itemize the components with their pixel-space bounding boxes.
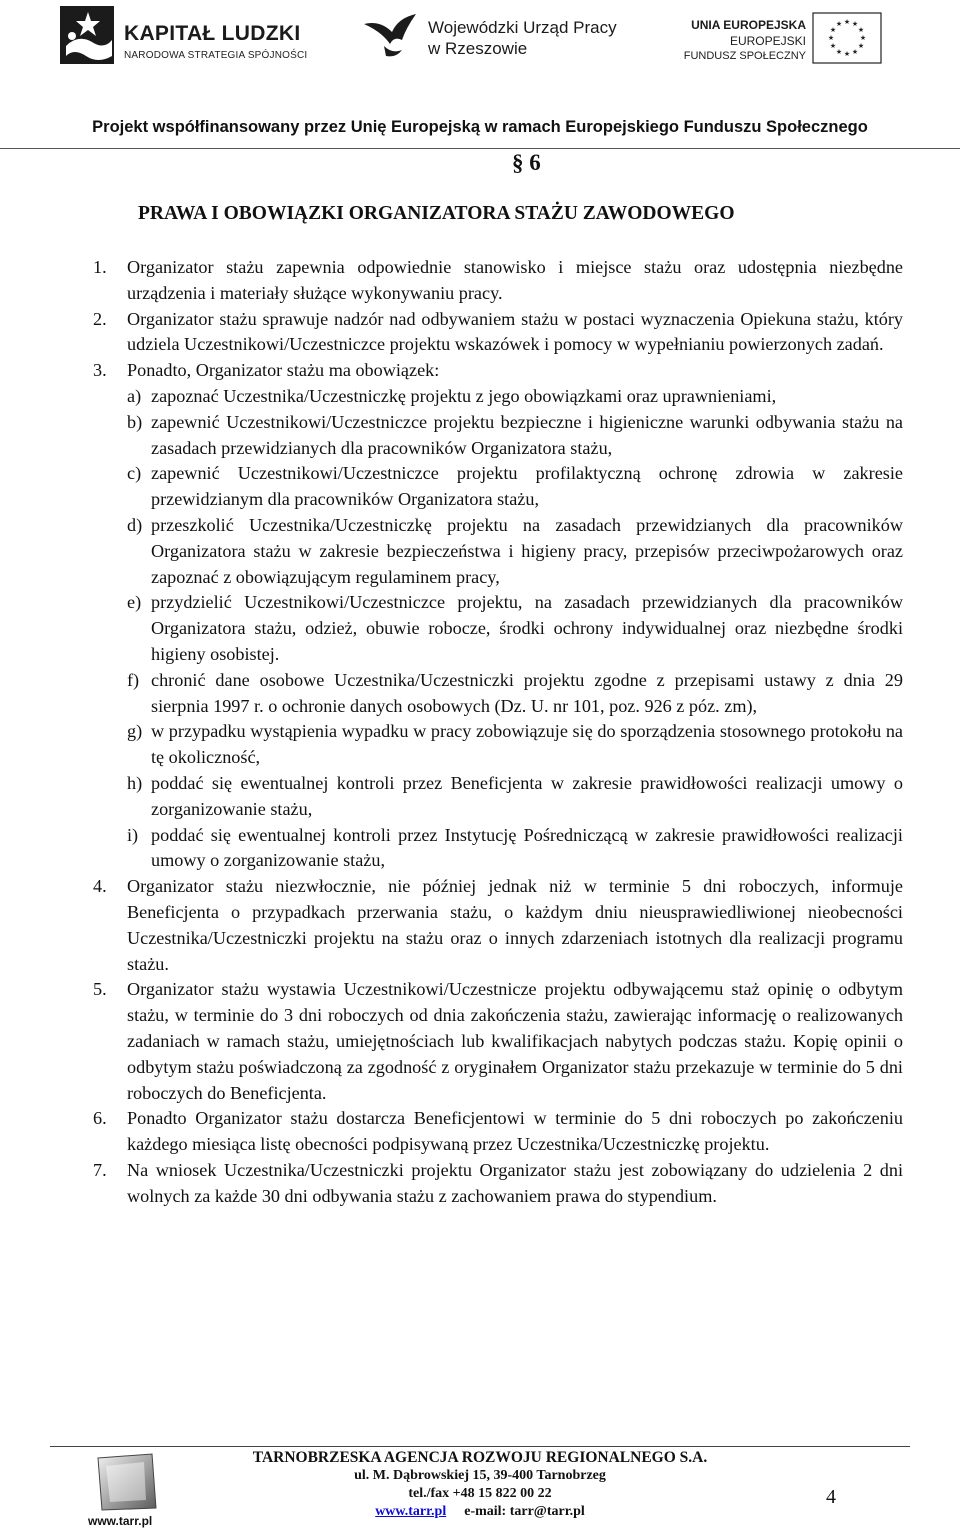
svg-text:★: ★ (835, 20, 843, 28)
list-item: 2. Organizator stażu sprawuje nadzór nad odbywaniem stażu w postaci wyznaczenia Opiekuna stażu, który udziela Uczestnikowi/Uczestniczce projektu wskazówek i pomocy w wypełnianiu powierzonych zadań. (93, 308, 903, 355)
eu-flag-icon (812, 12, 882, 64)
svg-text:★: ★ (851, 48, 859, 56)
document-body (0, 255, 960, 1209)
svg-text:★: ★ (827, 34, 835, 42)
footer-address: ul. M. Dąbrowskiej 15, 39-400 Tarnobrzeg (354, 1468, 606, 1483)
footer-contact (230, 1449, 730, 1521)
footer-divider (50, 1446, 910, 1447)
list-item: 6. Ponadto Organizator stażu dostarcza Beneficjentowi w terminie do 5 dni roboczych po zakończeniu każdego miesiąca listę obecności podpisywaną przez Uczestnika/Uczestniczkę projektu. (93, 1108, 903, 1155)
kapital-ludzki-subtitle: NARODOWA STRATEGIA SPÓJNOŚCI (124, 50, 308, 61)
kapital-ludzki-title: KAPITAŁ LUDZKI (124, 22, 301, 45)
svg-text:★: ★ (843, 50, 851, 58)
svg-text:★: ★ (859, 34, 867, 42)
kapital-ludzki-emblem-icon (58, 6, 116, 66)
wup-logo (362, 10, 632, 68)
sub-list-item: d) przeszkolić Uczestnika/Uczestniczkę projektu na zasadach przewidzianych dla pracowników Organizatora stażu w zakresie bezpieczeństwa i higieny pracy, przepisów przeciwpożarowych oraz zapoznać z obowiązującym regulaminem pracy, (127, 514, 903, 587)
tarr-logo-url: www.tarr.pl (88, 1514, 153, 1528)
sub-list-item: b) zapewnić Uczestnikowi/Uczestniczce projektu bezpieczne i higieniczne warunki odbywania stażu na zasadach przewidzianych dla pracowników Organizatora stażu, (127, 411, 903, 458)
svg-text:★: ★ (857, 26, 865, 34)
section-number: § 6 (512, 150, 541, 175)
footer-phone: tel./fax +48 15 822 00 22 (408, 1486, 552, 1501)
svg-text:★: ★ (851, 20, 859, 28)
svg-text:★: ★ (829, 26, 837, 34)
sub-list-item: e) przydzielić Uczestnikowi/Uczestniczce projektu, na zasadach przewidzianych dla pracowników Organizatora stażu, odzież, obuwie robocze, środki ochrony indywidualnej oraz niezbędne środki higieny osobistej. (127, 592, 903, 664)
sub-list-item: a) zapoznać Uczestnika/Uczestniczkę projektu z jego obowiązkami oraz uprawnieniami, (127, 385, 777, 406)
svg-text:★: ★ (843, 18, 851, 26)
svg-text:★: ★ (857, 42, 865, 50)
sub-list-item: h) poddać się ewentualnej kontroli przez Beneficjenta w zakresie prawidłowości realizacji umowy o zorganizowanie stażu, (127, 772, 903, 819)
eu-line3: FUNDUSZ SPOŁECZNY (683, 50, 806, 62)
eu-logo (683, 12, 882, 68)
list-item: 1. Organizator stażu zapewnia odpowiednie stanowisko i miejsce stażu oraz udostępnia niezbędne urządzenia i materiały służące wykonywaniu pracy. (93, 257, 903, 303)
tarr-logo-icon (92, 1452, 160, 1512)
wup-name-line1: Wojewódzki Urząd Pracy (428, 18, 617, 37)
page-number: 4 (826, 1486, 836, 1508)
footer-website-link[interactable]: www.tarr.pl (375, 1504, 447, 1519)
sub-list-item: f) chronić dane osobowe Uczestnika/Uczestniczki projektu zgodne z przepisami ustawy z dnia 29 sierpnia 1997 r. o ochronie danych osobowych (Dz. U. nr 101, poz. 926 z póz. zm), (127, 669, 903, 716)
eu-line2: EUROPEJSKI (729, 34, 806, 48)
eu-line1: UNIA EUROPEJSKA (691, 18, 806, 32)
footer-email[interactable]: e-mail: tarr@tarr.pl (464, 1504, 585, 1519)
list-item: 5. Organizator stażu wystawia Uczestnikowi/Uczestnicze projektu odbywającemu staż opinię o odbytym stażu, w terminie do 3 dni roboczych od dnia zakończenia stażu, zawierając informację o realizowanych zadaniach w ramach stażu, umiejętnościach lub kwalifikacjach nabytych podczas stażu. Kopię opinii o odbytym stażu poświadczoną za zgodność z oryginałem Organizator stażu przekazuje w terminie do 5 dni roboczych do Beneficjenta. (93, 979, 903, 1103)
list-item: 4. Organizator stażu niezwłocznie, nie później jednak niż w terminie 5 dni roboczych, informuje Beneficjenta o przypadkach przerwania stażu, o każdym dniu nieusprawiedliwionej nieobecności Uczestnika/Uczestniczki projektu na stażu oraz o innych zdarzeniach istotnych dla realizacji programu stażu. (93, 876, 903, 974)
wup-name-line2: w Rzeszowie (428, 39, 528, 58)
section-title: PRAWA I OBOWIĄZKI ORGANIZATORA STAŻU ZAWODOWEGO (138, 203, 735, 224)
list-item: 7. Na wniosek Uczestnika/Uczestniczki projektu Organizator stażu jest zobowiązany do udzielenia 2 dni wolnych za każde 30 dni odbywania stażu z zachowaniem prawa do stypendium. (93, 1159, 903, 1206)
sub-list-item: g) w przypadku wystąpienia wypadku w pracy zobowiązuje się do sporządzenia stosownego protokołu na tę okoliczność, (127, 721, 903, 768)
sub-list-item: i) poddać się ewentualnej kontroli przez Instytucję Pośredniczącą w zakresie prawidłowości realizacji umowy o zorganizowanie stażu, (127, 824, 903, 871)
header-divider (0, 148, 960, 149)
kapital-ludzki-logo (58, 6, 308, 68)
cofinancing-note: Projekt współfinansowany przez Unię Europejską w ramach Europejskiego Funduszu Społecznego (92, 118, 868, 136)
svg-text:★: ★ (835, 48, 843, 56)
sub-list-item: c) zapewnić Uczestnikowi/Uczestniczce projektu profilaktyczną ochronę zdrowia w zakresie przewidzianym dla pracowników Organizatora stażu, (127, 463, 903, 510)
svg-text:★: ★ (829, 42, 837, 50)
list-item: 3. Ponadto, Organizator stażu ma obowiązek: (93, 360, 440, 381)
wup-bird-icon (362, 10, 418, 60)
footer-agency: TARNOBRZESKA AGENCJA ROZWOJU REGIONALNEGO S.A. (252, 1449, 708, 1466)
